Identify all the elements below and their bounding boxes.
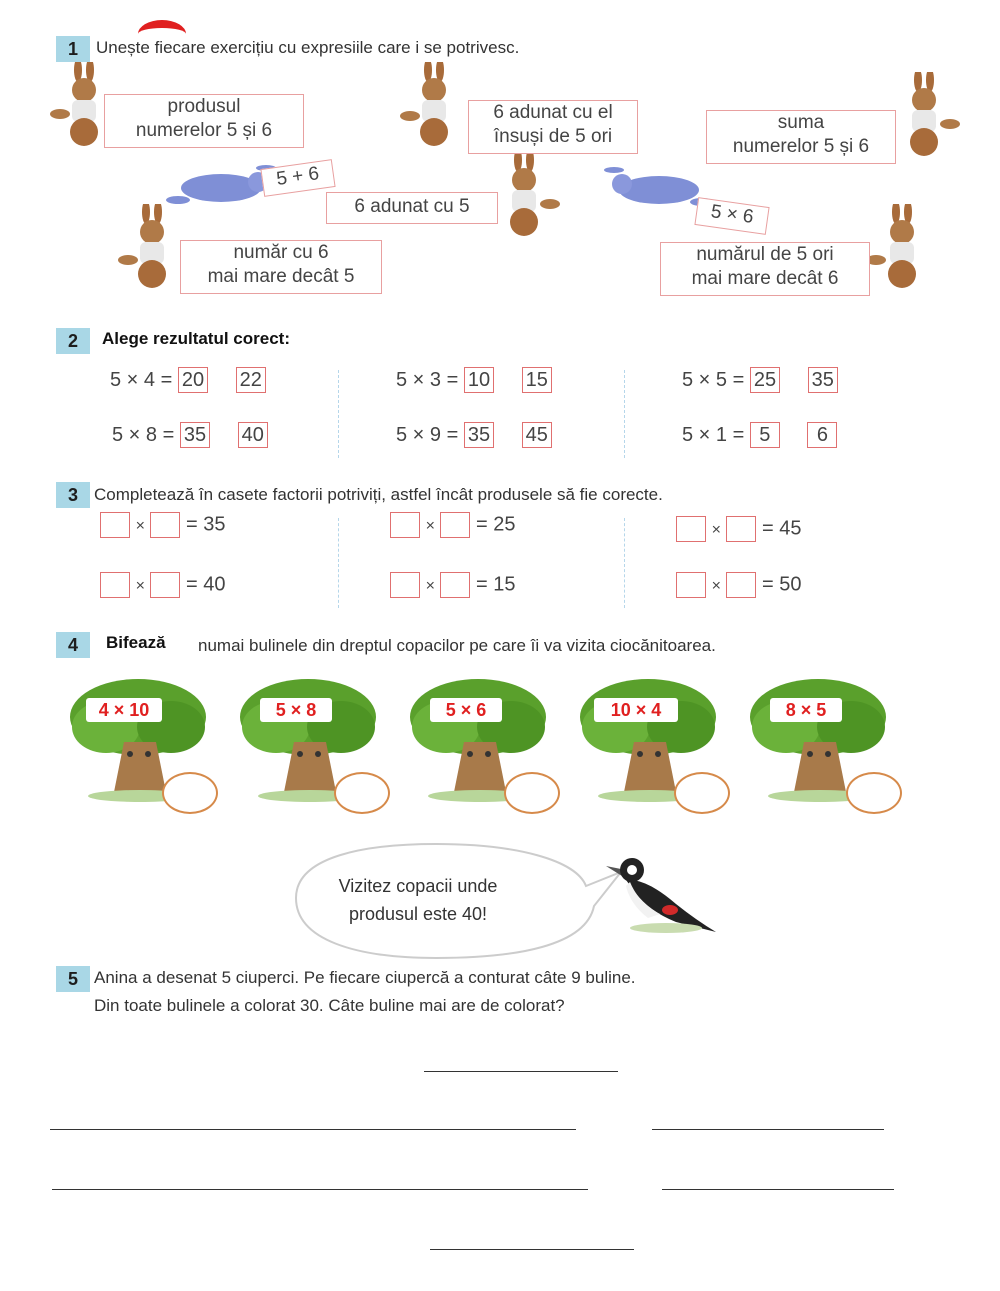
exercise-5-number: 5: [56, 966, 90, 992]
choice-expression: 5 × 9 =: [396, 424, 459, 446]
factor-box[interactable]: [676, 516, 706, 542]
check-circle[interactable]: [162, 772, 218, 814]
check-circle[interactable]: [674, 772, 730, 814]
choice-expression: 5 × 1 =: [682, 424, 745, 446]
exercise-4-number: 4: [56, 632, 90, 658]
answer-option[interactable]: 35: [464, 422, 494, 448]
box-line: suma: [777, 112, 825, 133]
product-value: = 15: [476, 573, 516, 596]
product-value: = 45: [762, 517, 802, 540]
exercise-1-instruction: Unește fiecare exercițiu cu expresiile care i se potrivesc.: [96, 38, 520, 57]
rabbit-icon: [490, 152, 560, 242]
answer-line[interactable]: [50, 1129, 576, 1130]
answer-option[interactable]: 35: [808, 367, 838, 393]
product-value: = 50: [762, 573, 802, 596]
answer-line[interactable]: [430, 1249, 634, 1250]
expression-box[interactable]: [326, 192, 498, 224]
choice-row: [110, 367, 266, 393]
answer-option[interactable]: 25: [750, 367, 780, 393]
times-sign: ×: [425, 577, 435, 595]
factor-box[interactable]: [390, 512, 420, 538]
box-line: numerelor 5 și 6: [135, 120, 273, 141]
expression-box[interactable]: [660, 242, 870, 296]
factor-box[interactable]: [150, 512, 180, 538]
tree-expression: 10 × 4: [594, 698, 678, 722]
answer-option[interactable]: 15: [522, 367, 552, 393]
answer-option[interactable]: 20: [178, 367, 208, 393]
factor-row: [390, 512, 516, 538]
tree-item: [66, 672, 226, 812]
factor-box[interactable]: [150, 572, 180, 598]
choice-row: [112, 422, 268, 448]
box-line: numărul de 5 ori: [696, 244, 834, 265]
answer-line[interactable]: [424, 1071, 618, 1072]
answer-line[interactable]: [652, 1129, 884, 1130]
exercise-4-instruction-bold: Bifează: [106, 633, 166, 652]
tree-item: [406, 672, 566, 812]
column-divider: [624, 518, 625, 608]
speech-line: produsul este 40!: [348, 904, 488, 924]
column-divider: [624, 370, 625, 458]
check-circle[interactable]: [334, 772, 390, 814]
tree-item: [236, 672, 396, 812]
product-value: = 35: [186, 513, 226, 536]
tree-expression: 8 × 5: [770, 698, 842, 722]
answer-option[interactable]: 45: [522, 422, 552, 448]
speech-text: [300, 872, 536, 928]
rabbit-icon: [118, 204, 188, 294]
product-value: = 25: [476, 513, 516, 536]
exercise-3-number: 3: [56, 482, 90, 508]
factor-row: [676, 572, 802, 598]
choice-row: [682, 422, 837, 448]
factor-box[interactable]: [676, 572, 706, 598]
check-circle[interactable]: [846, 772, 902, 814]
expression-box[interactable]: [180, 240, 382, 294]
answer-option[interactable]: 40: [238, 422, 268, 448]
answer-line[interactable]: [662, 1189, 894, 1190]
exercise-tag[interactable]: 5 + 6: [260, 159, 335, 197]
answer-option[interactable]: 5: [750, 422, 780, 448]
box-line: 6 adunat cu el: [493, 102, 613, 123]
box-line: produsul: [167, 96, 241, 117]
factor-box[interactable]: [440, 572, 470, 598]
box-line: 6 adunat cu 5: [354, 196, 470, 217]
choice-row: [682, 367, 838, 393]
choice-row: [396, 422, 552, 448]
box-line: mai mare decât 5: [207, 266, 355, 287]
tree-expression: 5 × 6: [430, 698, 502, 722]
factor-row: [676, 516, 802, 542]
expression-box[interactable]: [468, 100, 638, 154]
exercise-5-line-2: Din toate bulinele a colorat 30. Câte buline mai are de colorat?: [94, 996, 565, 1015]
answer-line[interactable]: [52, 1189, 588, 1190]
factor-row: [100, 512, 226, 538]
exercise-4-instruction: numai bulinele din dreptul copacilor pe care îi va vizita ciocănitoarea.: [198, 636, 716, 655]
times-sign: ×: [425, 517, 435, 535]
exercise-2-number: 2: [56, 328, 90, 354]
choice-expression: 5 × 5 =: [682, 369, 745, 391]
factor-row: [390, 572, 516, 598]
woodpecker-icon: [586, 848, 726, 938]
box-line: număr cu 6: [233, 242, 329, 263]
product-value: = 40: [186, 573, 226, 596]
factor-row: [100, 572, 226, 598]
tree-expression: 4 × 10: [86, 698, 162, 722]
box-line: însuși de 5 ori: [493, 126, 613, 147]
box-line: mai mare decât 6: [691, 268, 839, 289]
factor-box[interactable]: [100, 512, 130, 538]
column-divider: [338, 370, 339, 458]
answer-option[interactable]: 22: [236, 367, 266, 393]
exercise-1-number: 1: [56, 36, 90, 62]
expression-box[interactable]: [706, 110, 896, 164]
tree-item: [576, 672, 736, 812]
rabbit-icon: [890, 72, 960, 162]
factor-box[interactable]: [726, 572, 756, 598]
rabbit-icon: [868, 204, 938, 294]
exercise-tag[interactable]: 5 × 6: [694, 197, 769, 235]
choice-expression: 5 × 3 =: [396, 369, 459, 391]
tree-item: [746, 672, 916, 812]
answer-option[interactable]: 35: [180, 422, 210, 448]
box-line: numerelor 5 și 6: [732, 136, 870, 157]
column-divider: [338, 518, 339, 608]
factor-box[interactable]: [726, 516, 756, 542]
answer-option[interactable]: 6: [807, 422, 837, 448]
choice-expression: 5 × 4 =: [110, 369, 173, 391]
factor-box[interactable]: [440, 512, 470, 538]
exercise-2-instruction: Alege rezultatul corect:: [102, 329, 290, 348]
check-circle[interactable]: [504, 772, 560, 814]
factor-box[interactable]: [100, 572, 130, 598]
tree-expression: 5 × 8: [260, 698, 332, 722]
times-sign: ×: [711, 521, 721, 539]
factor-box[interactable]: [390, 572, 420, 598]
exercise-5-line-1: Anina a desenat 5 ciuperci. Pe fiecare ciupercă a conturat câte 9 buline.: [94, 968, 636, 987]
answer-option[interactable]: 10: [464, 367, 494, 393]
flying-rabbit-icon: [166, 160, 276, 210]
rabbit-icon: [400, 62, 470, 152]
expression-box[interactable]: [104, 94, 304, 148]
times-sign: ×: [135, 577, 145, 595]
choice-expression: 5 × 8 =: [112, 424, 175, 446]
speech-line: Vizitez copacii unde: [338, 876, 498, 896]
exercise-3-instruction: Completează în casete factorii potriviți, astfel încât produsele să fie corecte.: [94, 485, 663, 504]
times-sign: ×: [711, 577, 721, 595]
choice-row: [396, 367, 552, 393]
times-sign: ×: [135, 517, 145, 535]
